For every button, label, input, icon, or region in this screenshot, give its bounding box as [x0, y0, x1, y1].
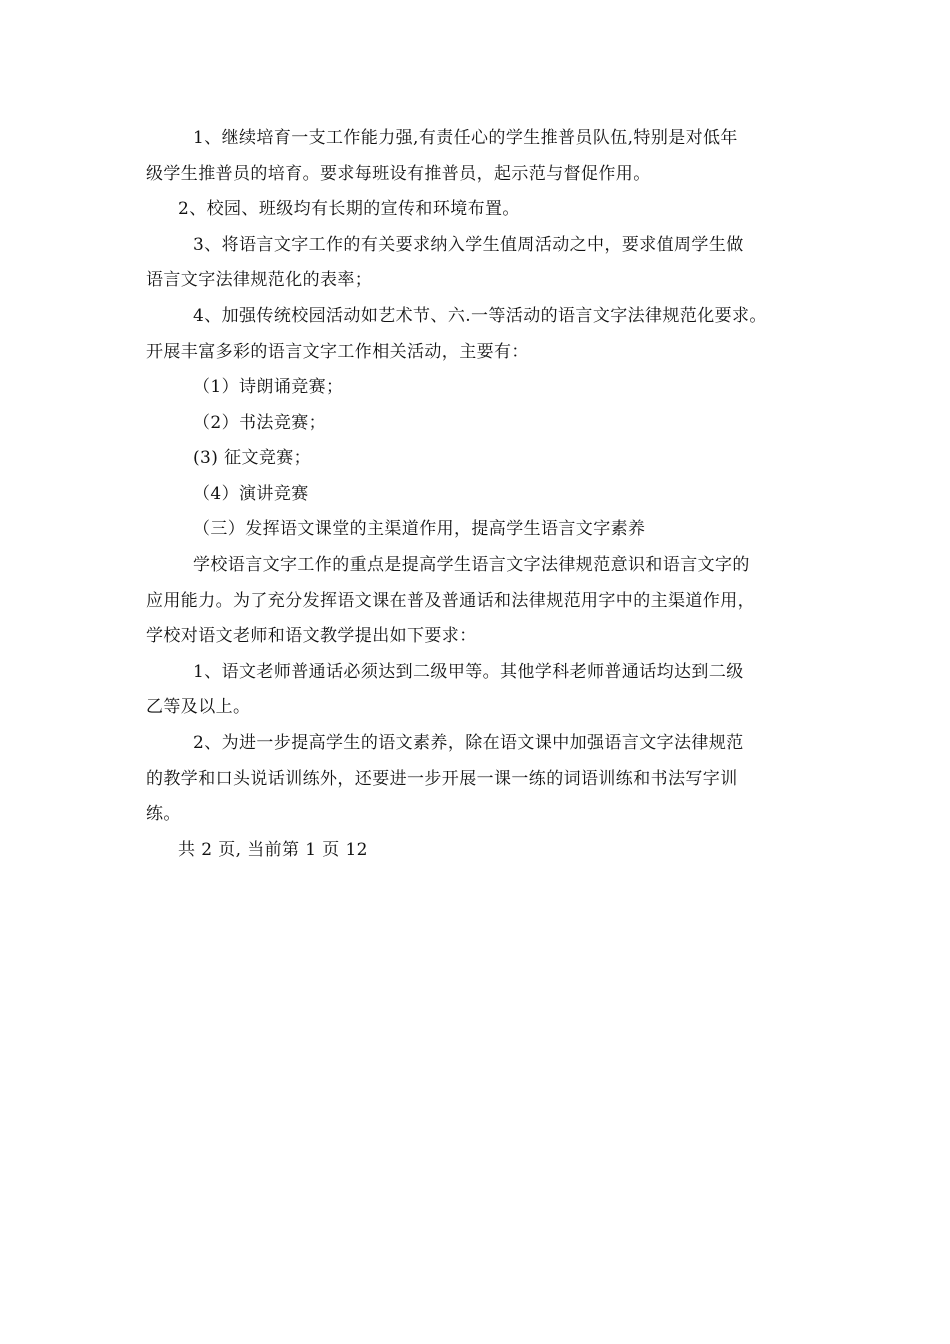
paragraph-2-line-1: 2、校园、班级均有长期的宣传和环境布置。	[178, 199, 520, 219]
paragraph-7-line-1: 2、为进一步提高学生的语文素养，除在语文课中加强语言文字法律规范	[193, 733, 744, 753]
paragraph-6-line-1: 1、语文老师普通话必须达到二级甲等。其他学科老师普通话均达到二级	[193, 662, 744, 682]
list-item-3: (3) 征文竞赛；	[193, 448, 312, 468]
paragraph-5-line-3: 学校对语文老师和语文教学提出如下要求：	[146, 626, 477, 646]
paragraph-7-line-2: 的教学和口头说话训练外，还要进一步开展一课一练的词语训练和书法写字训	[146, 769, 738, 789]
paragraph-6-line-2: 乙等及以上。	[146, 697, 251, 717]
paragraph-3-line-2: 语言文字法律规范化的表率；	[146, 270, 373, 290]
paragraph-1-line-1: 1、继续培育一支工作能力强,有责任心的学生推普员队伍,特别是对低年	[193, 128, 738, 148]
paragraph-4-line-2: 开展丰富多彩的语言文字工作相关活动，主要有：	[146, 342, 529, 362]
paragraph-5-line-2: 应用能力。为了充分发挥语文课在普及普通话和法律规范用字中的主渠道作用，	[146, 591, 755, 611]
list-item-2: （2）书法竞赛；	[193, 413, 327, 433]
list-item-4: （4）演讲竞赛	[193, 484, 309, 504]
paragraph-7-line-3: 练。	[146, 804, 181, 824]
paragraph-1-line-2: 级学生推普员的培育。要求每班设有推普员，起示范与督促作用。	[146, 164, 651, 184]
paragraph-3-line-1: 3、将语言文字工作的有关要求纳入学生值周活动之中，要求值周学生做	[193, 235, 744, 255]
section-heading: （三）发挥语文课堂的主渠道作用，提高学生语言文字素养	[193, 519, 646, 539]
page-footer: 共 2 页, 当前第 1 页 12	[178, 840, 368, 860]
paragraph-5-line-1: 学校语言文字工作的重点是提高学生语言文字法律规范意识和语言文字的	[193, 555, 750, 575]
list-item-1: （1）诗朗诵竞赛；	[193, 377, 344, 397]
paragraph-4-line-1: 4、加强传统校园活动如艺术节、六.一等活动的语言文字法律规范化要求。	[193, 306, 767, 326]
